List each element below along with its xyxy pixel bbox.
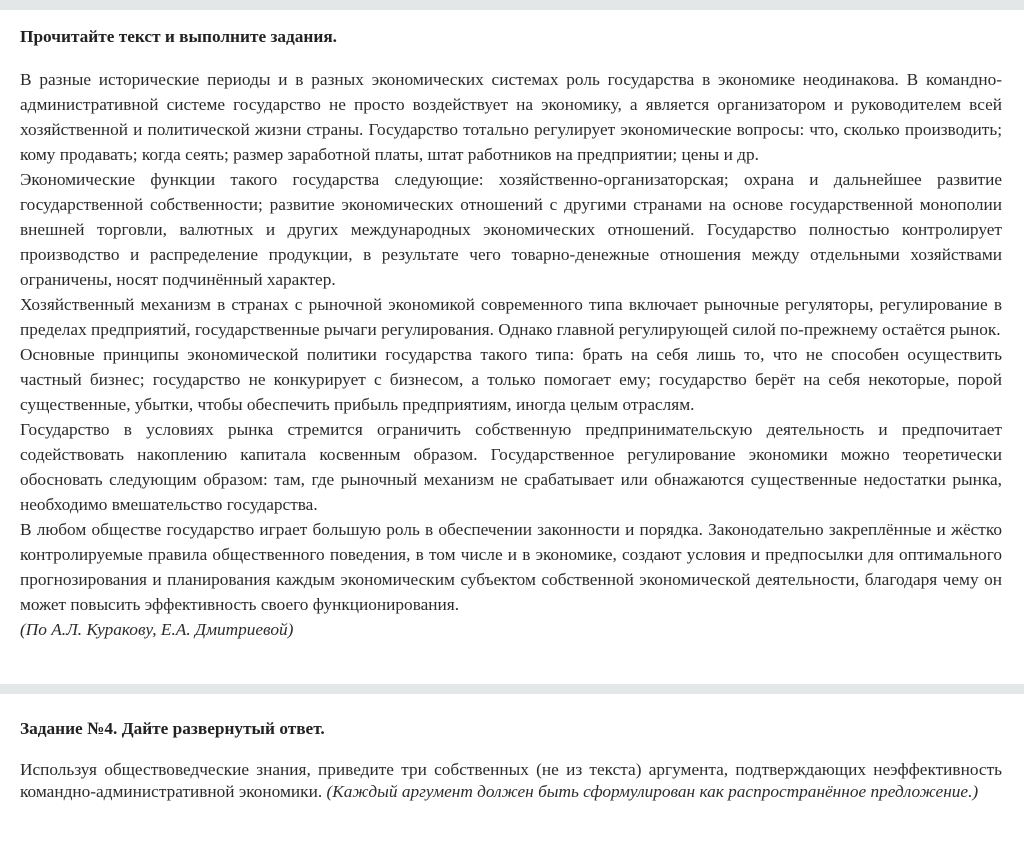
text-paragraph-4: Основные принципы экономической политики государства такого типа: брать на себя лишь то, что не способен осуществить частный бизнес; государство не конкурирует с бизнесом, а только помогает ему; государство берёт на себя некоторые, порой существенные, убытки, чтобы обеспечить прибыль предприятиям, иногда целым отраслям. [20, 345, 1002, 414]
text-paragraph-3: Хозяйственный механизм в странах с рыночной экономикой современного типа включает рыночные регуляторы, регулирование в пределах предприятий, государственные рычаги регулирования. Однако главной регулирующей силой по-прежнему остаётся рынок. [20, 295, 1002, 339]
text-paragraph-6: В любом обществе государство играет большую роль в обеспечении законности и порядка. Законодательно закреплённые и жёстко контролируемые правила общественного поведения, в том числе и в экономике, создают условия и предпосылки для оптимального прогнозирования и планирования каждым экономическим субъектом собственной экономической деятельности, благодаря чему он может повысить эффективность своего функционирования. [20, 520, 1002, 614]
reading-text-panel [0, 10, 1024, 684]
text-paragraph-1: В разные исторические периоды и в разных экономических системах роль государства в экономике неодинакова. В командно-административной системе государство не просто воздействует на экономику, а является организатором и руководителем всей хозяйственной и политической жизни страны. Государство тотально регулирует экономические вопросы: что, сколько производить; кому продавать; когда сеять; размер заработной платы, штат работников на предприятии; цены и др. [20, 70, 1002, 164]
task-question-text: Используя обществоведческие знания, приведите три собственных (не из текста) аргумента, подтверждающих неэффективность командно-административной экономики. [20, 760, 1002, 801]
task-panel [0, 694, 1024, 803]
text-paragraph-5: Государство в условиях рынка стремится ограничить собственную предпринимательскую деятельность и предпочитает содействовать накоплению капитала косвенным образом. Государственное регулирование экономики можно теоретически обосновать следующим образом: там, где рыночный механизм не срабатывает или обнажаются существенные недостатки рынка, необходимо вмешательство государства. [20, 420, 1002, 514]
top-divider-band [0, 0, 1024, 10]
text-source-attribution: (По А.Л. Куракову, Е.А. Дмитриевой) [20, 620, 294, 639]
middle-divider-band [0, 684, 1024, 694]
reading-instruction-heading: Прочитайте текст и выполните задания. [20, 27, 338, 46]
task-answer-note: (Каждый аргумент должен быть сформулирован как распространённое предложение.) [326, 782, 979, 801]
task-heading: Задание №4. Дайте развернутый ответ. [20, 719, 325, 738]
text-paragraph-2: Экономические функции такого государства следующие: хозяйственно-организаторская; охрана и дальнейшее развитие государственной собственности; развитие экономических отношений с другими странами на основе государственной монополии внешней торговли, валютных и других международных экономических отношений. Государство полностью контролирует производство и распределение продукции, в результате чего товарно-денежные отношения между отдельными хозяйствами ограничены, носят подчинённый характер. [20, 170, 1002, 289]
task-question [20, 759, 1002, 803]
